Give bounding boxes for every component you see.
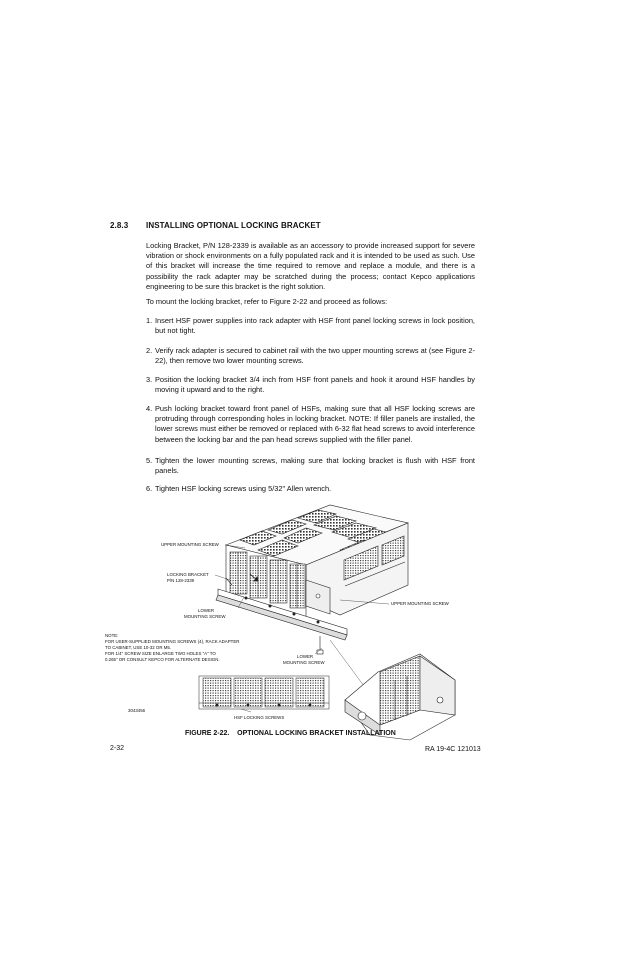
label-upper-mounting-screw-left: UPPER MOUNTING SCREW: [161, 542, 219, 547]
label-hsf-locking-screws: HSF LOCKING SCREWS: [234, 715, 285, 720]
procedure-intro: To mount the locking bracket, refer to Figure 2-22 and proceed as follows:: [146, 297, 388, 306]
section-number: 2.8.3: [110, 221, 129, 230]
label-lower-mounting-2: MOUNTING SCREW: [184, 614, 226, 619]
step-number: 6.: [146, 484, 153, 493]
label-locking-bracket-pn: P/N 128-2339: [167, 578, 195, 583]
step-number: 5.: [146, 456, 153, 465]
drawing-number: 3043456: [128, 708, 146, 713]
label-lower-mounting-right-1: LOWER: [297, 654, 314, 659]
section-title: INSTALLING OPTIONAL LOCKING BRACKET: [146, 221, 321, 230]
note-line-2: TO CABINET, USE 10-32 OR M5.: [105, 645, 172, 650]
step-text: Insert HSF power supplies into rack adapter with HSF front panel locking screws in lock position, but not tight.: [155, 316, 475, 336]
step-text: Verify rack adapter is secured to cabinet rail with the two upper mounting screws at (see Figure 2-22), then remove two lower mounting screws.: [155, 346, 475, 366]
step-number: 4.: [146, 404, 153, 413]
note-line-3: FOR 1/4" SCREW SIZE ENLARGE TWO HOLES "A" TO: [105, 651, 216, 656]
note-line-1: FOR USER-SUPPLIED MOUNTING SCREWS (4), RACK ADAPTER: [105, 639, 240, 644]
label-lower-mounting-right-2: MOUNTING SCREW: [283, 660, 325, 665]
step-text: Position the locking bracket 3/4 inch from HSF front panels and hook it around HSF handles by moving it upward and to the right.: [155, 375, 475, 395]
label-locking-bracket: LOCKING BRACKET: [167, 572, 209, 577]
figure-caption: FIGURE 2-22. OPTIONAL LOCKING BRACKET INSTALLATION: [185, 730, 396, 737]
step-text: Push locking bracket toward front panel of HSFs, making sure that all HSF locking screws are protruding through corresponding holes in locking bracket. NOTE: If filler panels are installed, the lower screws must either be removed or replaced with 6-32 flat head screws to avoid interference between the locking bar and the pan head screws supplied with the filler panel.: [155, 404, 475, 444]
step-number: 1.: [146, 316, 153, 325]
step-text: Tighten HSF locking screws using 5/32" Allen wrench.: [155, 484, 332, 493]
note-label: NOTE:: [105, 633, 119, 638]
document-id: RA 19-4C 121013: [425, 746, 481, 753]
step-number: 3.: [146, 375, 153, 384]
note-line-4: 0.265" OR CONSULT KEPCO FOR ALTERNATE DESIGN.: [105, 657, 220, 662]
hsf-front-view: [199, 676, 329, 709]
step-number: 2.: [146, 346, 153, 355]
page-number: 2-32: [110, 745, 125, 752]
intro-paragraph: Locking Bracket, P/N 128-2339 is available as an accessory to provide increased support for severe vibration or shock environments on a fully populated rack and it is intended to be used as such. Use of this bracket will increase the time required to remove and replace a module, and there is a possibility the rack adapter may be scratched during the process; contact Kepco applications engineering to be sure this bracket is the right solution.: [146, 241, 475, 291]
detail-view: [345, 654, 455, 740]
label-lower-mounting-1: LOWER: [198, 608, 215, 613]
step-text: Tighten the lower mounting screws, making sure that locking bracket is flush with HSF front panels.: [155, 456, 475, 476]
label-upper-mounting-screw-right: UPPER MOUNTING SCREW: [391, 601, 449, 606]
